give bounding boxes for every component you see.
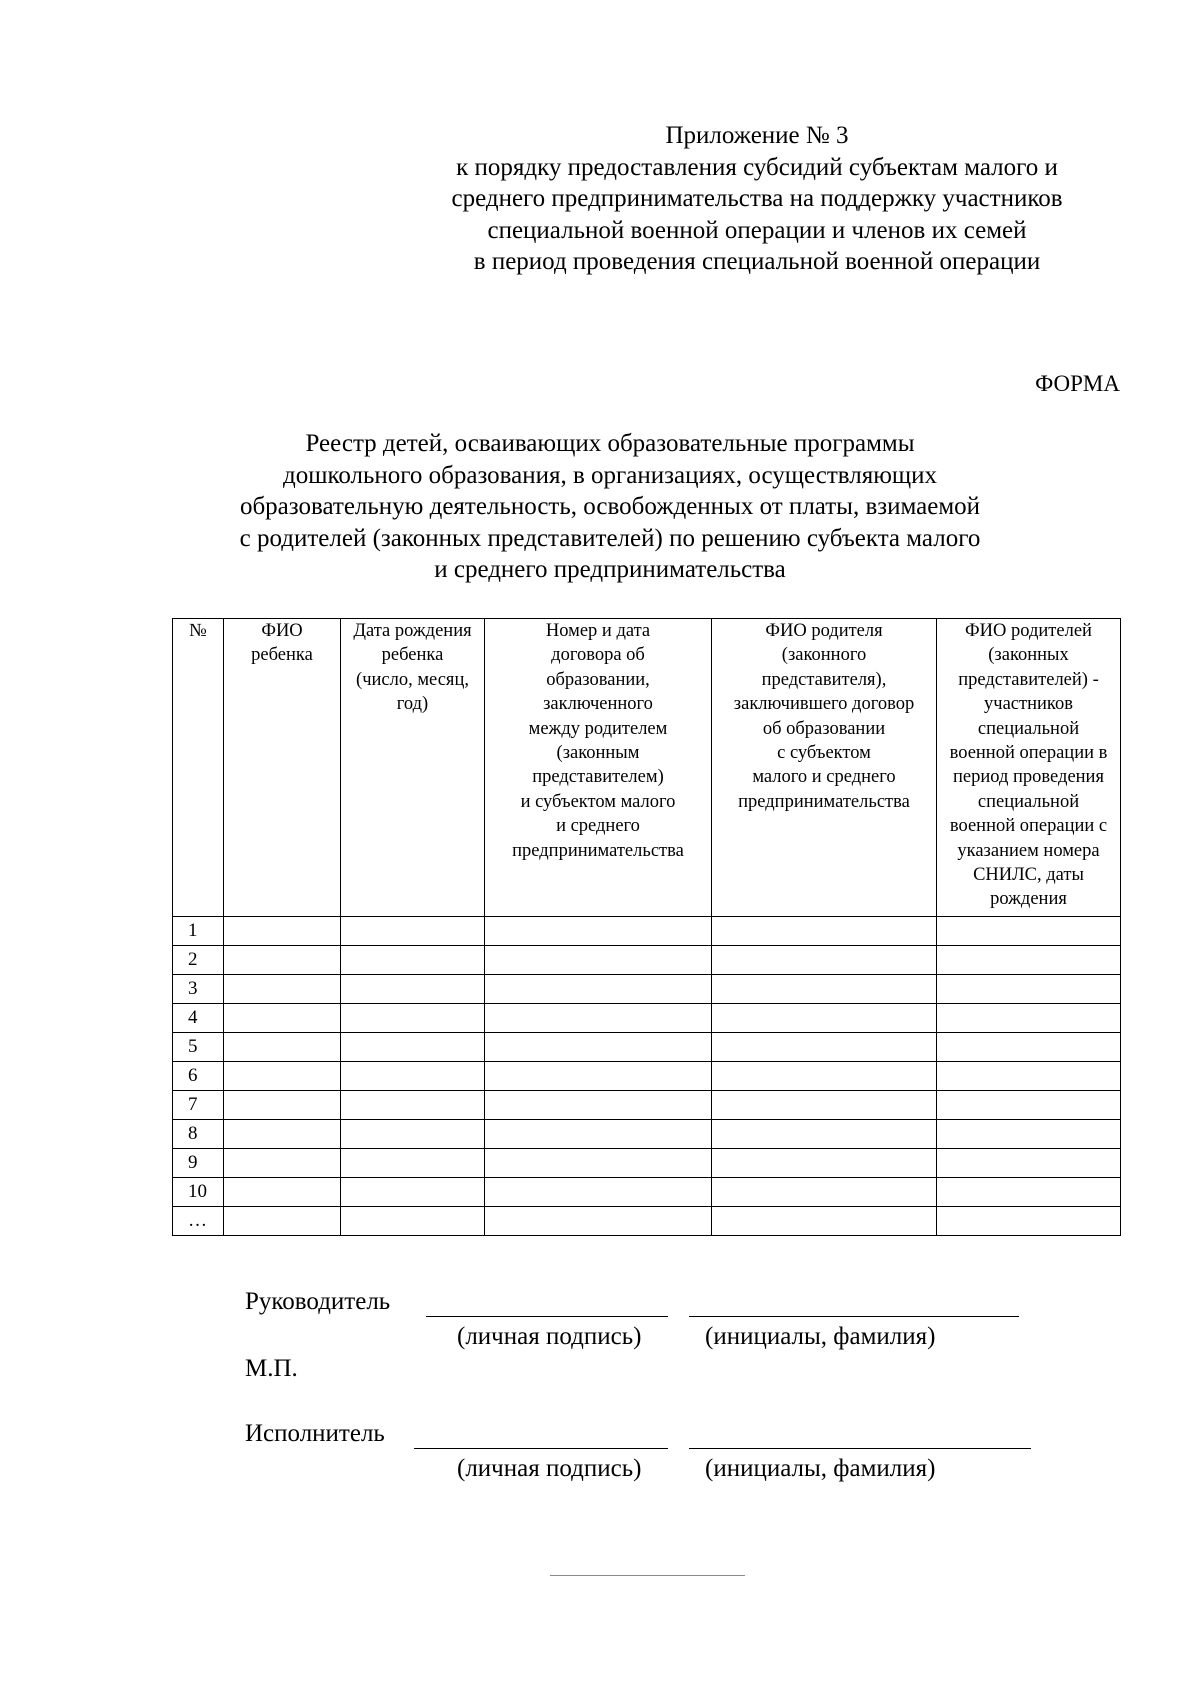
head-label: Руководитель (245, 1288, 391, 1315)
table-cell[interactable] (485, 1033, 712, 1062)
header-line: представителя), (761, 669, 887, 690)
mp-label: М.П. (245, 1355, 298, 1382)
table-row (173, 946, 1121, 975)
header-line: военной операции с (949, 816, 1108, 837)
appendix-line: в период проведения специальной военной операции (473, 248, 1041, 276)
appendix-line: Приложение № 3 (665, 122, 849, 149)
table-cell[interactable] (341, 1091, 485, 1120)
table-row (173, 975, 1121, 1004)
header-line: представителем) (532, 767, 664, 788)
table-cell[interactable] (224, 1149, 341, 1178)
table-cell[interactable] (937, 1062, 1121, 1091)
header-line: представителей) - (958, 669, 1099, 690)
table-row (173, 1033, 1121, 1062)
row-number: 1 (173, 917, 224, 946)
table-row (173, 917, 1121, 946)
registry-title (180, 428, 1040, 586)
header-line: ФИО (261, 621, 303, 641)
table-row (173, 1004, 1121, 1033)
table-cell[interactable] (712, 1033, 937, 1062)
header-line: ребенка (381, 645, 444, 666)
registry-title-line: с родителей (законных представителей) по решению субъекта малого (239, 524, 981, 552)
table-cell[interactable] (937, 1004, 1121, 1033)
table-cell[interactable] (224, 1120, 341, 1149)
header-line: СНИЛС, даты (973, 865, 1084, 886)
footer-divider (550, 1575, 745, 1576)
header-contract (485, 619, 712, 917)
table-cell[interactable] (485, 1062, 712, 1091)
header-svo-parents (937, 619, 1121, 917)
executor-name-line[interactable] (689, 1448, 1031, 1449)
registry-table (172, 618, 1121, 1236)
header-line: Номер и дата (545, 621, 651, 641)
registry-title-line: Реестр детей, осваивающих образовательные программы (305, 430, 915, 457)
appendix-line: специальной военной операции и членов их семей (487, 216, 1027, 244)
table-cell[interactable] (712, 1004, 937, 1033)
header-parent-name (712, 619, 937, 917)
executor-name-caption: (инициалы, фамилия) (705, 1455, 936, 1482)
header-line: и среднего (556, 816, 640, 837)
table-cell[interactable] (224, 917, 341, 946)
row-number: 5 (173, 1033, 224, 1062)
executor-signature-caption: (личная подпись) (457, 1455, 642, 1482)
table-cell[interactable] (712, 1207, 937, 1236)
table-cell[interactable] (712, 1062, 937, 1091)
header-line: (законных (988, 645, 1069, 666)
header-line: период проведения (953, 767, 1104, 788)
form-label: ФОРМА (1035, 371, 1120, 396)
table-cell[interactable] (341, 917, 485, 946)
registry-title-line: образовательную деятельность, освобожденных от платы, взимаемой (239, 493, 981, 521)
header-line: рождения (990, 889, 1067, 910)
table-cell[interactable] (937, 1149, 1121, 1178)
table-row (173, 1062, 1121, 1091)
table-cell[interactable] (712, 946, 937, 975)
table-cell[interactable] (224, 1062, 341, 1091)
table-cell[interactable] (485, 1120, 712, 1149)
row-number: 3 (173, 975, 224, 1004)
table-cell[interactable] (712, 1091, 937, 1120)
table-cell[interactable] (485, 1091, 712, 1120)
registry-title-line: и среднего предпринимательства (434, 556, 786, 584)
header-line: малого и среднего (752, 767, 896, 788)
header-line: с субъектом (777, 743, 871, 764)
row-number: 10 (173, 1178, 224, 1207)
header-line: ФИО родителя (765, 621, 883, 641)
table-row (173, 1178, 1121, 1207)
row-number: 6 (173, 1062, 224, 1091)
appendix-line: к порядку предоставления субсидий субъектам малого и (456, 153, 1058, 181)
table-cell[interactable] (485, 1149, 712, 1178)
table-row (173, 1149, 1121, 1178)
row-number: 8 (173, 1120, 224, 1149)
row-number: 2 (173, 946, 224, 975)
table-cell[interactable] (341, 1004, 485, 1033)
header-line: специальной (977, 791, 1080, 812)
table-header-row (173, 619, 1121, 917)
header-line: договора об (551, 645, 645, 666)
header-line: военной операции в (949, 743, 1108, 764)
table-cell[interactable] (341, 975, 485, 1004)
table-cell[interactable] (712, 975, 937, 1004)
header-line: между родителем (528, 718, 668, 739)
appendix-line: среднего предпринимательства на поддержку участников (451, 185, 1063, 213)
head-signature-line[interactable] (426, 1316, 668, 1317)
head-name-caption: (инициалы, фамилия) (705, 1323, 936, 1350)
header-line: специальной (977, 718, 1080, 739)
head-signature-caption: (личная подпись) (457, 1323, 642, 1350)
table-cell[interactable] (485, 975, 712, 1004)
header-line: указанием номера (957, 840, 1100, 861)
header-line: образовании, (546, 669, 650, 690)
table-cell[interactable] (937, 1091, 1121, 1120)
header-line: заключенного (543, 694, 653, 715)
header-line: (законным (556, 743, 640, 764)
table-cell[interactable] (937, 917, 1121, 946)
table-cell[interactable] (485, 917, 712, 946)
table-cell[interactable] (341, 1149, 485, 1178)
table-cell[interactable] (485, 1178, 712, 1207)
executor-signature-line[interactable] (414, 1448, 668, 1449)
table-cell[interactable] (224, 975, 341, 1004)
table-cell[interactable] (224, 1178, 341, 1207)
header-line: предпринимательства (512, 840, 684, 861)
table-row (173, 1207, 1121, 1236)
table-cell[interactable] (937, 1033, 1121, 1062)
table-cell[interactable] (712, 1149, 937, 1178)
table-cell[interactable] (341, 1062, 485, 1091)
table-row (173, 1091, 1121, 1120)
head-name-line[interactable] (689, 1316, 1019, 1317)
registry-title-line: дошкольного образования, в организациях, осуществляющих (282, 461, 938, 489)
row-number: … (173, 1207, 224, 1236)
table-cell[interactable] (712, 917, 937, 946)
header-line: ребенка (251, 645, 313, 666)
header-number (173, 619, 224, 917)
header-line: участников (984, 694, 1073, 715)
table-cell[interactable] (341, 1207, 485, 1236)
appendix-header (392, 120, 1122, 278)
table-cell[interactable] (937, 1178, 1121, 1207)
table-body (173, 917, 1121, 1236)
table-cell[interactable] (341, 1033, 485, 1062)
table-cell[interactable] (485, 946, 712, 975)
table-cell[interactable] (341, 1178, 485, 1207)
table-cell[interactable] (224, 1207, 341, 1236)
header-line: предпринимательства (738, 791, 910, 812)
table-cell[interactable] (341, 946, 485, 975)
table-cell[interactable] (937, 946, 1121, 975)
table-cell[interactable] (937, 1207, 1121, 1236)
table-cell[interactable] (937, 1120, 1121, 1149)
header-line: ФИО родителей (965, 621, 1092, 641)
table-cell[interactable] (224, 946, 341, 975)
table-cell[interactable] (341, 1120, 485, 1149)
header-line: год) (396, 694, 429, 715)
header-child-name (224, 619, 341, 917)
header-line: Дата рождения (353, 621, 472, 641)
table-cell[interactable] (485, 1004, 712, 1033)
header-line: (число, месяц, (356, 669, 469, 690)
row-number: 4 (173, 1004, 224, 1033)
table-cell[interactable] (224, 1004, 341, 1033)
header-line: и субъектом малого (520, 791, 676, 812)
header-line: заключившего договор (733, 694, 915, 715)
row-number: 9 (173, 1149, 224, 1178)
header-line: об образовании (762, 718, 886, 739)
executor-label: Исполнитель (245, 1420, 385, 1447)
table-cell[interactable] (485, 1207, 712, 1236)
table-row (173, 1120, 1121, 1149)
table-cell[interactable] (937, 975, 1121, 1004)
table-cell[interactable] (712, 1120, 937, 1149)
table-cell[interactable] (712, 1178, 937, 1207)
row-number: 7 (173, 1091, 224, 1120)
table-cell[interactable] (224, 1091, 341, 1120)
table-cell[interactable] (224, 1033, 341, 1062)
header-birth-date (341, 619, 485, 917)
header-line: № (189, 621, 207, 641)
header-line: (законного (781, 645, 867, 666)
